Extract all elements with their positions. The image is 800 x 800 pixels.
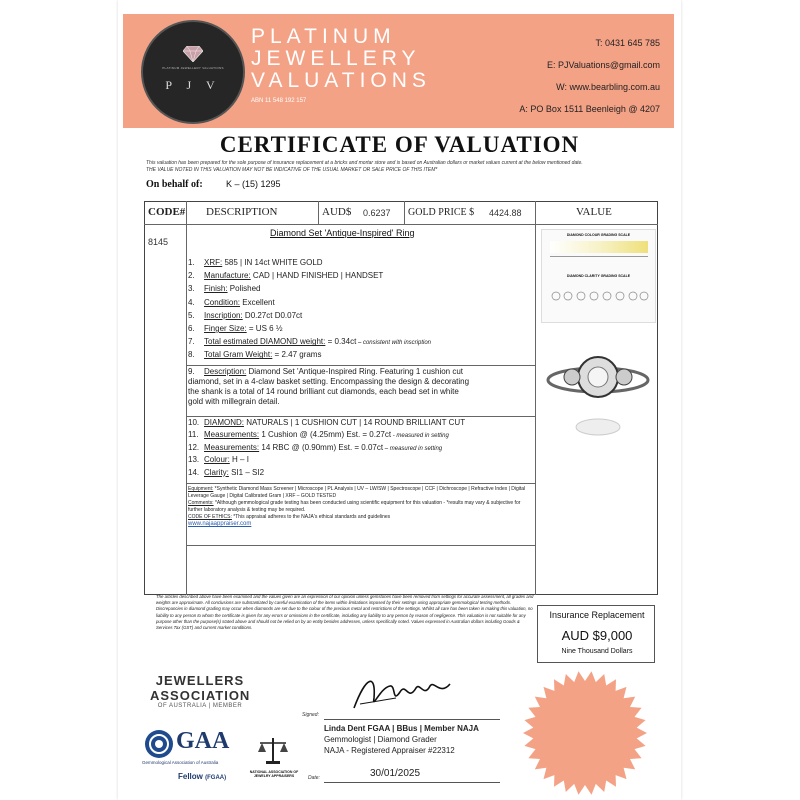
- item-number: 4.: [188, 297, 195, 307]
- item-label: Total Gram Weight:: [204, 350, 273, 360]
- seal-emblem-icon: [510, 665, 660, 800]
- equipment-label: Equipment:: [188, 486, 214, 492]
- colour-scale-axis: [550, 256, 648, 261]
- item-number: 2.: [188, 271, 195, 281]
- signer-role: Gemmologist | Diamond Grader: [324, 735, 437, 744]
- aud-value: 0.6237: [363, 208, 391, 218]
- item-label: Inscription:: [204, 310, 243, 320]
- signed-label: Signed:: [302, 712, 319, 718]
- item-number: 14.: [188, 467, 200, 477]
- item-value: D0.27ct D0.07ct: [242, 310, 303, 320]
- item-number: 12.: [188, 442, 200, 452]
- description-item: [188, 367, 463, 377]
- diamond-icon: [183, 46, 203, 62]
- signature-image: [346, 668, 456, 716]
- date-label: Date:: [308, 775, 320, 781]
- item-value: 14 RBC @ (0.90mm) Est. = 0.07ct: [259, 442, 384, 452]
- comments-text: *Although gemmological grade testing has been conducted using scientific equipment for this valuation - *results may vary & subjective for further laboratory analysis & testing may be required.: [188, 500, 521, 513]
- spec-item: [188, 258, 323, 269]
- spec-item: [188, 311, 302, 322]
- comments-label: Comments:: [188, 500, 214, 506]
- abn-number: ABN 11 548 192 157: [251, 98, 307, 104]
- row-divider: [186, 483, 535, 484]
- equipment-text: *Synthetic Diamond Mass Screener | Microscope | PL Analysis | UV – LW/SW | Spectroscope | CCF | Dichroscope | Refractive Index | Digital Leverage Gauge | Digital Calibrated Gram | XRF – GOLD TESTED: [188, 486, 526, 499]
- intro-line-1: This valuation has been prepared for the sole purpose of insurance replacement at a bricks and mortar store and is based on Australian dollars or market values current at the below mentioned date.: [146, 160, 583, 166]
- row-divider: [186, 545, 535, 546]
- item-label: Total estimated DIAMOND weight:: [204, 337, 326, 347]
- spec-item: [188, 324, 282, 335]
- colour-scale-title: DIAMOND COLOUR GRADING SCALE: [566, 233, 631, 237]
- pjv-logo: [141, 20, 245, 124]
- contact-address: A: PO Box 1511 Beenleigh @ 4207: [519, 104, 660, 114]
- valuation-date: 30/01/2025: [370, 768, 421, 779]
- spec-item: [188, 455, 249, 466]
- item-label: Measurements:: [204, 442, 260, 452]
- item-value: Polished: [227, 284, 261, 294]
- item-value: = US 6 ½: [246, 324, 283, 333]
- ring-photo: [542, 345, 654, 445]
- contact-phone: T: 0431 645 785: [595, 38, 660, 48]
- naja-registration: NAJA - Registered Appraiser #22312: [324, 746, 455, 755]
- item-number: 7.: [188, 337, 195, 347]
- ja-line-3: OF AUSTRALIA | MEMBER: [157, 703, 243, 709]
- ethics-text: *This appraisal adheres to the NAJA's ethical standards and guidelines: [231, 514, 391, 520]
- item-value: 585 | IN 14ct WHITE GOLD: [222, 258, 323, 267]
- jewellers-association-logo: [150, 673, 250, 709]
- aud-label: AUD$: [322, 206, 352, 218]
- item-number: 3.: [188, 284, 195, 294]
- value-header: VALUE: [576, 206, 612, 218]
- fellow-label: [178, 772, 226, 781]
- header-banner: [123, 14, 674, 128]
- code-header: CODE#: [148, 206, 186, 218]
- naja-subtitle: NATIONAL ASSOCIATION OF JEWELRY APPRAISERS: [249, 770, 299, 778]
- spec-item: [188, 468, 264, 479]
- brand-line-3: VALUATIONS: [251, 69, 431, 92]
- item-label: Measurements:: [204, 430, 260, 440]
- logo-small-text: PLATINUM JEWELLERY VALUATIONS: [162, 66, 224, 70]
- item-number: 5.: [188, 310, 195, 320]
- item-label: XRF:: [204, 258, 223, 267]
- item-number: 9.: [188, 367, 195, 376]
- spec-item: [188, 298, 275, 309]
- header-divider: [144, 224, 658, 225]
- item-value: Excellent: [240, 297, 275, 307]
- insurance-value: AUD $9,000: [561, 628, 633, 643]
- spec-item: [188, 443, 442, 454]
- item-number: 11.: [188, 430, 199, 440]
- naja-link[interactable]: www.najaappraiser.com: [188, 521, 252, 527]
- item-label: Finish:: [204, 284, 228, 294]
- signature-line: [324, 719, 500, 720]
- description-line-1: Diamond Set 'Antique-Inspired Ring. Featuring 1 cushion cut: [246, 367, 464, 376]
- number-divider: [186, 256, 187, 416]
- item-code: 8145: [148, 237, 169, 247]
- gold-price-value: 4424.88: [489, 208, 522, 218]
- item-value: CAD | HAND FINISHED | HANDSET: [250, 271, 384, 281]
- value-column-divider: [535, 201, 536, 595]
- spec-item: [188, 418, 465, 429]
- grading-charts: [541, 229, 656, 323]
- behalf-value: K – (15) 1295: [226, 179, 281, 189]
- spec-item: [188, 430, 449, 441]
- colour-scale-bar: [550, 241, 648, 253]
- item-number: 8.: [188, 350, 195, 360]
- description-header: DESCRIPTION: [206, 206, 278, 218]
- brand-line-1: PLATINUM: [251, 25, 396, 48]
- insurance-label: Insurance Replacement: [549, 610, 645, 620]
- certificate-page: [118, 0, 681, 800]
- spec-item: [188, 271, 383, 282]
- item-label: Colour:: [204, 455, 230, 465]
- item-label: Finger Size:: [204, 324, 247, 333]
- logo-monogram: P J V: [165, 78, 221, 92]
- item-number: 1.: [188, 258, 195, 267]
- insurance-words: Nine Thousand Dollars: [561, 648, 633, 655]
- item-value: SI1 – SI2: [228, 467, 265, 477]
- intro-line-2: THE VALUE NOTED IN THIS VALUATION MAY NOT BE INDICATIVE OF THE USUAL MARKET OR SALE PRICE OF THIS ITEM*: [146, 166, 438, 173]
- ja-line-2: ASSOCIATION: [150, 688, 251, 703]
- clarity-scale-title: DIAMOND CLARITY GRADING SCALE: [566, 274, 631, 278]
- spec-item: [188, 337, 431, 348]
- gaa-subtitle: Gemmological Association of Australia: [142, 760, 219, 765]
- item-value: 1 Cushion @ (4.25mm) Est. = 0.27ct: [259, 430, 392, 440]
- spec-item: [188, 284, 260, 295]
- disclaimer-text: The articles described above have been examined and the values given are an expression of our opinion unless gemstones have been removed from settings for accurate assessment, all grades and weights are approximate. All conclusions are substantiated by careful examination of the items within limitations imposed by their settings using appropriate gemmological testing methods. Discrepancies in diamond grading may occur when diamonds are set due to the colour of the precious metal and restrictions of the settings. Whilst all care has been taken in making this valuation, no liability to any person to whom the certificate is given for any errors or omissions in the certificate, including any liability to any person by reason of negligence. This valuation is not suitable for any purpose other than the purpose(s) stated above and should not be relied on by an entity besides addresses, unless specifically noted. Values expressed in Australian dollars including Goods & Services Tax (GST) and current market conditions.: [156, 594, 534, 631]
- item-note: - measured in setting: [391, 433, 449, 440]
- spec-item: [188, 350, 321, 361]
- item-title: Diamond Set 'Antique-Inspired' Ring: [270, 228, 415, 238]
- contact-email: E: PJValuations@gmail.com: [546, 60, 660, 70]
- date-line: [324, 782, 500, 783]
- signer-name: Linda Dent FGAA | BBus | Member NAJA: [324, 724, 479, 733]
- item-number: 6.: [188, 324, 195, 333]
- brand-line-2: JEWELLERY: [251, 47, 421, 70]
- description-label: Description:: [204, 367, 247, 376]
- row-divider: [186, 416, 535, 417]
- item-number: 13.: [188, 455, 200, 465]
- item-number: 10.: [188, 418, 200, 427]
- item-label: DIAMOND:: [204, 418, 244, 427]
- description-line-4: gold with millegrain detail.: [188, 397, 280, 406]
- row-divider: [186, 365, 535, 366]
- gold-divider: [404, 201, 405, 224]
- item-note: – measured in setting: [383, 445, 443, 452]
- certificate-title: CERTIFICATE OF VALUATION: [219, 132, 580, 157]
- gold-price-label: GOLD PRICE $: [408, 207, 475, 218]
- naja-scales-icon: [256, 736, 290, 766]
- fellow-text: Fellow: [178, 772, 203, 781]
- behalf-label: On behalf of:: [146, 179, 203, 190]
- description-line-3: the shank is a total of 14 round brilliant cut diamonds, each bead set in white: [188, 387, 459, 396]
- item-label: Condition:: [204, 297, 241, 307]
- description-line-2: diamond, set in a 4-claw basket setting. Encompassing the design & decorating: [188, 377, 470, 386]
- gaa-text: GAA: [176, 728, 230, 754]
- item-label: Clarity:: [204, 467, 229, 477]
- item-label: Manufacture:: [204, 271, 251, 281]
- item-value: H – I: [229, 455, 249, 465]
- clarity-scale-icons: [548, 282, 650, 312]
- item-value: NATURALS | 1 CUSHION CUT | 14 ROUND BRILLIANT CUT: [244, 418, 466, 427]
- equipment-block: [188, 486, 532, 528]
- item-note: – consistent with inscription: [356, 340, 431, 347]
- ja-line-1: JEWELLERS: [155, 673, 245, 688]
- gaa-emblem-icon: [144, 729, 174, 759]
- ethics-label: CODE OF ETHICS:: [188, 514, 232, 520]
- contact-web: W: www.bearbling.com.au: [556, 82, 660, 92]
- item-value: = 0.34ct: [325, 337, 357, 347]
- intro-text: [146, 160, 666, 173]
- aud-divider: [318, 201, 319, 224]
- fellow-sub: (FGAA): [205, 775, 227, 781]
- brand-name: [251, 26, 431, 92]
- item-value: = 2.47 grams: [272, 350, 322, 360]
